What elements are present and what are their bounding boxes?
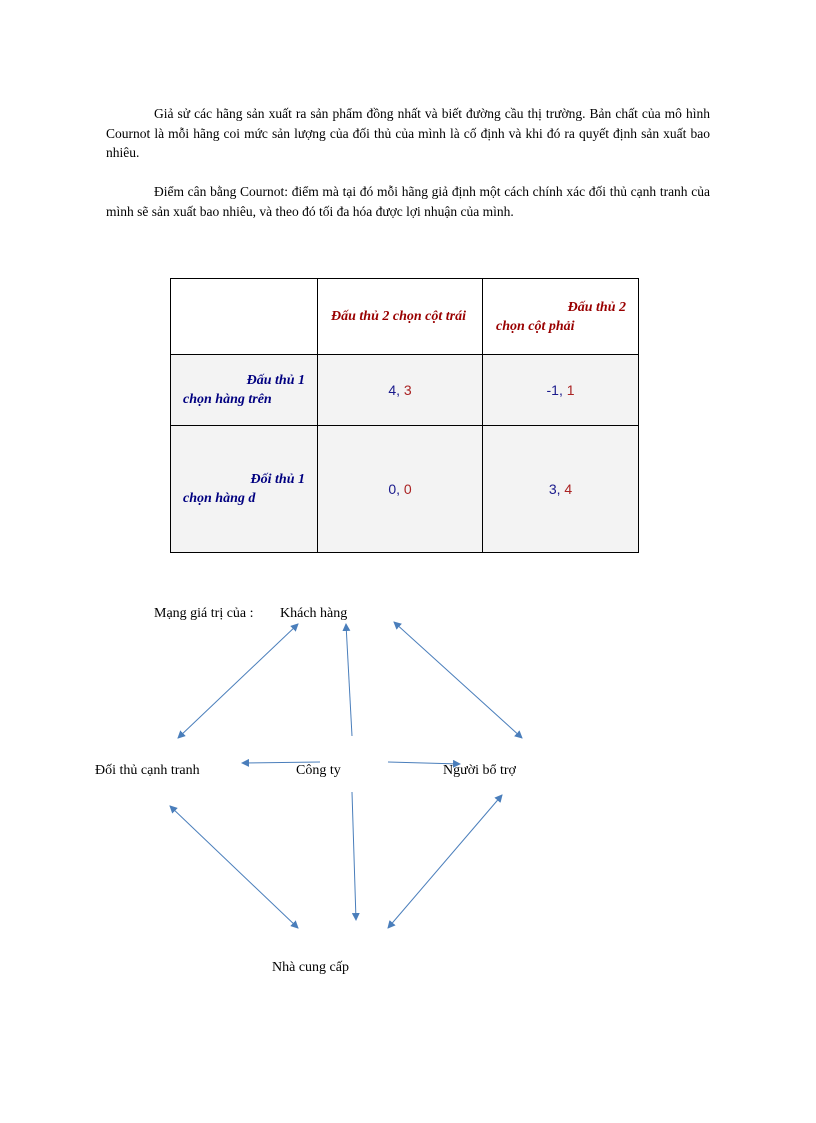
payoff-cell-bottom-right: 3, 4	[483, 426, 639, 553]
col-header-left: Đấu thủ 2 chọn cột trái	[318, 279, 483, 355]
arrow-customers-complementors	[394, 622, 522, 738]
node-company: Công ty	[296, 763, 341, 778]
arrow-competitors-suppliers	[170, 806, 298, 928]
payoff-cell-top-right: -1, 1	[483, 355, 639, 426]
arrow-company-suppliers	[352, 792, 356, 920]
node-complementors: Người bổ trợ	[443, 763, 516, 778]
arrow-company-customers	[346, 624, 352, 736]
node-competitors: Đối thủ cạnh tranh	[95, 763, 200, 778]
paragraph-cournot-model: Giả sử các hãng sản xuất ra sản phẩm đồng nhất và biết đường cầu thị trường. Bản chất của mô hình Cournot là mỗi hãng coi mức sản lượng của đối thủ của mình là cố định và khi đó ra quyết định sản xuất bao nhiêu.	[106, 106, 710, 160]
payoff-cell-bottom-left: 0, 0	[318, 426, 483, 553]
payoff-cell-top-left: 4, 3	[318, 355, 483, 426]
row-header-bottom: Đối thủ 1 chọn hàng d	[171, 426, 318, 553]
col-header-right: Đấu thủ 2 chọn cột phải	[483, 279, 639, 355]
node-customers: Khách hàng	[280, 606, 348, 621]
arrow-customers-competitors	[178, 624, 298, 738]
node-suppliers: Nhà cung cấp	[272, 960, 349, 975]
paragraph-cournot-equilibrium: Điểm cân bằng Cournot: điểm mà tại đó mỗi hãng giả định một cách chính xác đối thủ cạnh tranh của mình sẽ sản xuất bao nhiêu, và theo đó tối đa hóa được lợi nhuận của mình.	[106, 184, 710, 219]
row-header-top: Đấu thủ 1 chọn hàng trên	[171, 355, 318, 426]
diagram-caption: Mạng giá trị của :	[154, 606, 254, 621]
arrow-complementors-suppliers	[388, 795, 502, 928]
